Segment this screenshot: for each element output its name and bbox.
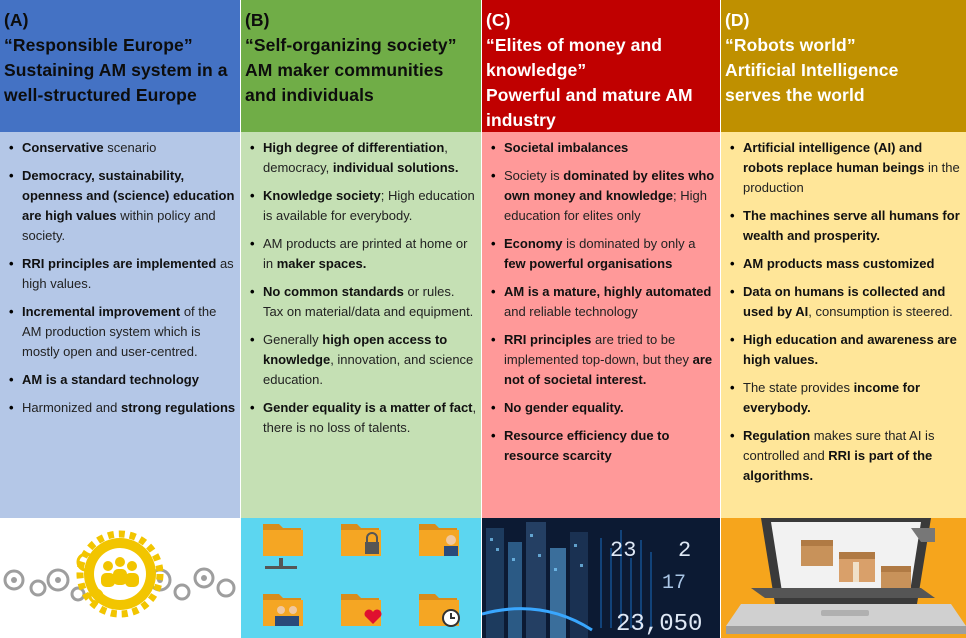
bullet-item — [488, 234, 716, 274]
column-d-heading — [721, 0, 966, 132]
text: is dominated by only a — [562, 236, 696, 251]
heading-line: (B) — [245, 10, 270, 30]
bullet-item — [488, 282, 716, 322]
heading-line: (A) — [4, 10, 29, 30]
bold-text: RRI principles — [504, 332, 592, 347]
heading-line: (D) — [725, 10, 750, 30]
bold-text: maker spaces. — [276, 256, 367, 271]
gears-people-icon — [0, 518, 240, 638]
text: Harmonized and — [22, 400, 121, 415]
text: scenario — [103, 140, 157, 155]
bullet-item — [6, 398, 236, 418]
bold-text: No common standards — [263, 284, 404, 299]
bold-text: Conservative — [22, 140, 104, 155]
bold-text: RRI is part of the algorithms. — [743, 448, 933, 483]
column-a-heading — [0, 0, 240, 132]
bold-text: Societal imbalances — [504, 140, 629, 155]
bullet-list — [727, 138, 962, 486]
bold-text: RRI principles are implemented — [22, 256, 217, 271]
bold-text: Data on humans is collected and used by AI — [743, 284, 946, 319]
stock-ticker-icon — [482, 518, 720, 638]
bold-text: Democracy, sustainability, openness and (science) education are high values — [22, 168, 235, 223]
column-d — [721, 0, 966, 638]
bullet-item — [727, 378, 962, 418]
city-ticker-illustration — [482, 518, 720, 638]
folders-illustration — [241, 518, 481, 638]
heading-line: industry — [486, 110, 556, 130]
heading-line: knowledge” — [486, 60, 587, 80]
heading-line: AM maker communities — [245, 60, 444, 80]
column-b-heading — [241, 0, 481, 132]
bullet-item — [727, 138, 962, 198]
bold-text: AM is a standard technology — [22, 372, 199, 387]
bullet-item — [488, 398, 716, 418]
bold-text: individual solutions. — [332, 160, 459, 175]
bullet-item — [727, 282, 962, 322]
bold-text: Resource efficiency due to resource scarcity — [504, 428, 670, 463]
column-c-heading — [482, 0, 720, 132]
text: ; High education is available for everybody. — [263, 188, 475, 223]
heading-line: and individuals — [245, 85, 374, 105]
gears-illustration — [0, 518, 240, 638]
bullet-item — [247, 186, 477, 226]
bullet-item — [6, 254, 236, 294]
bold-text: AM is a mature, highly automated — [504, 284, 712, 299]
bold-text: dominated by elites who own money and knowledge — [504, 168, 715, 203]
ticker-number: 23,050 — [616, 611, 703, 638]
text: , consumption is steered. — [808, 304, 953, 319]
bold-text: Gender equality is a matter of fact — [263, 400, 473, 415]
text: makes sure that AI is controlled and — [743, 428, 935, 463]
heading-line: “Robots world” — [725, 35, 856, 55]
text: as high values. — [22, 256, 234, 291]
bullet-item — [6, 138, 236, 158]
heading-line: Powerful and mature AM — [486, 85, 693, 105]
folders-icon — [241, 518, 481, 638]
bold-text: Incremental improvement — [22, 304, 181, 319]
heading-line: Artificial Intelligence — [725, 60, 899, 80]
text: , innovation, and science education. — [263, 352, 474, 387]
bullet-item — [247, 330, 477, 390]
ticker-number: 2 — [678, 538, 692, 563]
bold-text: The machines serve all humans for wealth and prosperity. — [743, 208, 960, 243]
laptop-conveyor-illustration — [721, 518, 966, 638]
bullet-item — [247, 138, 477, 178]
column-c — [482, 0, 720, 638]
bold-text: high open access to knowledge — [263, 332, 448, 367]
bullet-item — [488, 426, 716, 466]
column-a-body — [0, 132, 240, 518]
bold-text: are not of societal interest. — [504, 352, 713, 387]
bullet-item — [247, 282, 477, 322]
bold-text: Knowledge society — [263, 188, 381, 203]
text: Generally — [263, 332, 323, 347]
heading-line: “Elites of money and — [486, 35, 663, 55]
column-a — [0, 0, 240, 638]
heading-line: Sustaining AM system in a — [4, 60, 228, 80]
bullet-item — [247, 398, 477, 438]
bold-text: few powerful organisations — [504, 256, 673, 271]
ticker-number: 23 — [610, 538, 637, 563]
text: , there is no loss of talents. — [263, 400, 477, 435]
bold-text: No gender equality. — [504, 400, 624, 415]
heading-line: “Self-organizing society” — [245, 35, 457, 55]
heading-line: serves the world — [725, 85, 865, 105]
bullet-item — [488, 166, 716, 226]
bullet-list — [6, 138, 236, 418]
heading-line: well-structured Europe — [4, 85, 197, 105]
bold-text: High degree of differentiation — [263, 140, 445, 155]
bullet-item — [727, 206, 962, 246]
bullet-item — [6, 370, 236, 390]
column-b-body — [241, 132, 481, 518]
bullet-item — [6, 302, 236, 362]
heading-line: “Responsible Europe” — [4, 35, 193, 55]
text: of the AM production system which is mostly open and user-centred. — [22, 304, 217, 359]
text: ; High education for elites only — [504, 188, 707, 223]
text: or rules. Tax on material/data and equipment. — [263, 284, 474, 319]
text: The state provides — [743, 380, 854, 395]
bold-text: AM products mass customized — [743, 256, 935, 271]
bold-text: High education and awareness are high values. — [743, 332, 957, 367]
bullet-item — [488, 138, 716, 158]
bullet-item — [247, 234, 477, 274]
bullet-list — [488, 138, 716, 466]
laptop-boxes-icon — [721, 518, 966, 638]
bullet-list — [247, 138, 477, 438]
text: and reliable technology — [504, 304, 638, 319]
column-b — [241, 0, 481, 638]
bullet-item — [488, 330, 716, 390]
bullet-item — [727, 330, 962, 370]
bullet-item — [727, 426, 962, 486]
text: Society is — [504, 168, 564, 183]
bullet-item — [6, 166, 236, 246]
text: in the production — [743, 160, 960, 195]
column-c-body — [482, 132, 720, 518]
bullet-item — [727, 254, 962, 274]
text: AM products are printed at home or in — [263, 236, 468, 271]
bold-text: income for everybody. — [743, 380, 921, 415]
text: within policy and society. — [22, 208, 216, 243]
bold-text: Economy — [504, 236, 563, 251]
text: are tried to be implemented top-down, but they — [504, 332, 693, 367]
text: , democracy, — [263, 140, 448, 175]
bold-text: Artificial intelligence (AI) and robots replace human beings — [743, 140, 925, 175]
heading-line: (C) — [486, 10, 511, 30]
ticker-number: 17 — [662, 572, 687, 595]
bold-text: strong regulations — [121, 400, 236, 415]
bold-text: Regulation — [743, 428, 811, 443]
column-d-body — [721, 132, 966, 518]
